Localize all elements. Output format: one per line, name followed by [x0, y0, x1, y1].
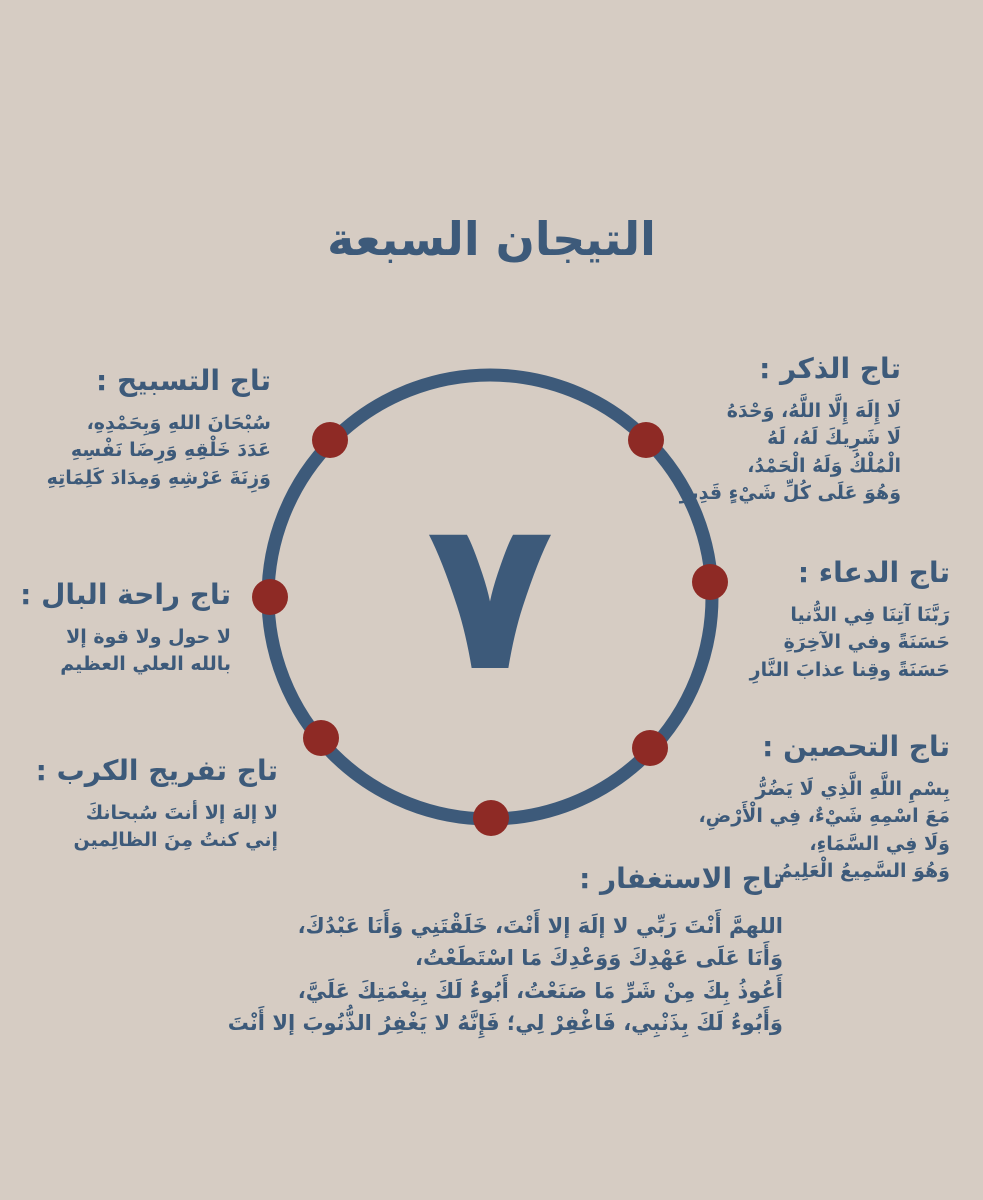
section-heading: تاج الاستغفار : [579, 862, 783, 895]
text-line: لَا إِلَهَ إِلَّا اللَّهُ، وَحْدَهُ [726, 399, 901, 422]
ring-dot-karb [303, 720, 339, 756]
ring-dot-raha [252, 579, 288, 615]
section-heading: تاج راحة البال : [20, 578, 231, 611]
text-line: وَأَبُوءُ لَكَ بِذَنْبِي، فَاغْفِرْ لِي؛ فَإِنَّهُ لا يَغْفِرُ الذُّنُوبَ إلا أَنْتَ [227, 1011, 783, 1036]
section-karb [18, 754, 278, 855]
text-line: اللهمَّ أَنْتَ رَبِّي لا إلَهَ إلا أَنْتَ، خَلَقْتَنِي وَأَنَا عَبْدُكَ، [297, 913, 783, 938]
center-numeral: ٧ [425, 473, 555, 718]
text-line: أَعُوذُ بِكَ مِنْ شَرِّ مَا صَنَعْتُ، أَبُوءُ لَكَ بِنِعْمَتِكَ عَلَيَّ، [297, 978, 783, 1003]
ring-dot-tahseen [632, 730, 668, 766]
text-line: لا إلهَ إلا أنتَ سُبحانكَ [85, 801, 278, 824]
text-line: وَهُوَ السَّمِيعُ الْعَلِيمُ [778, 860, 950, 883]
text-line: حَسَنَةً وقِنا عذابَ النَّارِ [749, 658, 950, 681]
section-heading: تاج التحصين : [762, 730, 950, 763]
text-line: إني كنتُ مِنَ الظالِمين [73, 829, 278, 852]
section-text [690, 602, 950, 685]
section-dua [690, 556, 950, 684]
section-text [11, 410, 271, 493]
section-text [18, 800, 278, 855]
text-line: بالله العلي العظيم [60, 653, 231, 676]
text-line: بِسْمِ اللَّهِ الَّذِي لَا يَضُرُّ [755, 777, 950, 800]
section-heading: تاج التسبيح : [96, 364, 271, 397]
text-line: وَزِنَةَ عَرْشِهِ وَمِدَادَ كَلِمَاتِهِ [46, 466, 271, 489]
section-raha [11, 578, 231, 679]
text-line: رَبَّنَا آتِنَا فِي الدُّنيا [790, 603, 950, 626]
text-line: مَعَ اسْمِهِ شَيْءٌ، فِي الْأَرْضِ، [698, 805, 950, 828]
text-line: وَهُوَ عَلَى كُلِّ شَيْءٍ قَدِيرٌ [679, 482, 901, 505]
section-text [223, 910, 783, 1040]
section-heading: تاج الدعاء : [797, 556, 950, 589]
section-tasbeeh [11, 364, 271, 492]
text-line: لَا شَرِيكَ لَهُ، لَهُ [767, 427, 901, 450]
section-dhikr [641, 352, 901, 508]
text-line: سُبْحَانَ اللهِ وَبِحَمْدِهِ، [86, 411, 271, 434]
text-line: وَأَنَا عَلَى عَهْدِكَ وَوَعْدِكَ مَا اسْتَطَعْتُ، [415, 946, 783, 971]
ring-dot-tasbeeh [312, 422, 348, 458]
text-line: حَسَنَةً وفي الآخِرَةِ [783, 631, 950, 654]
section-text [641, 398, 901, 508]
text-line: عَدَدَ خَلْقِهِ وَرِضَا نَفْسِهِ [70, 439, 271, 462]
section-heading: تاج تفريج الكرب : [35, 754, 278, 787]
text-line: لا حول ولا قوة إلا [66, 625, 231, 648]
page-title: التيجان السبعة [327, 212, 656, 266]
text-line: الْمُلْكُ وَلَهُ الْحَمْدُ، [747, 454, 901, 477]
section-text [11, 624, 231, 679]
section-istighfar [223, 862, 783, 1040]
section-heading: تاج الذكر : [759, 352, 901, 385]
text-line: وَلَا فِي السَّمَاءِ، [809, 832, 950, 855]
ring-dot-istighfar [473, 800, 509, 836]
